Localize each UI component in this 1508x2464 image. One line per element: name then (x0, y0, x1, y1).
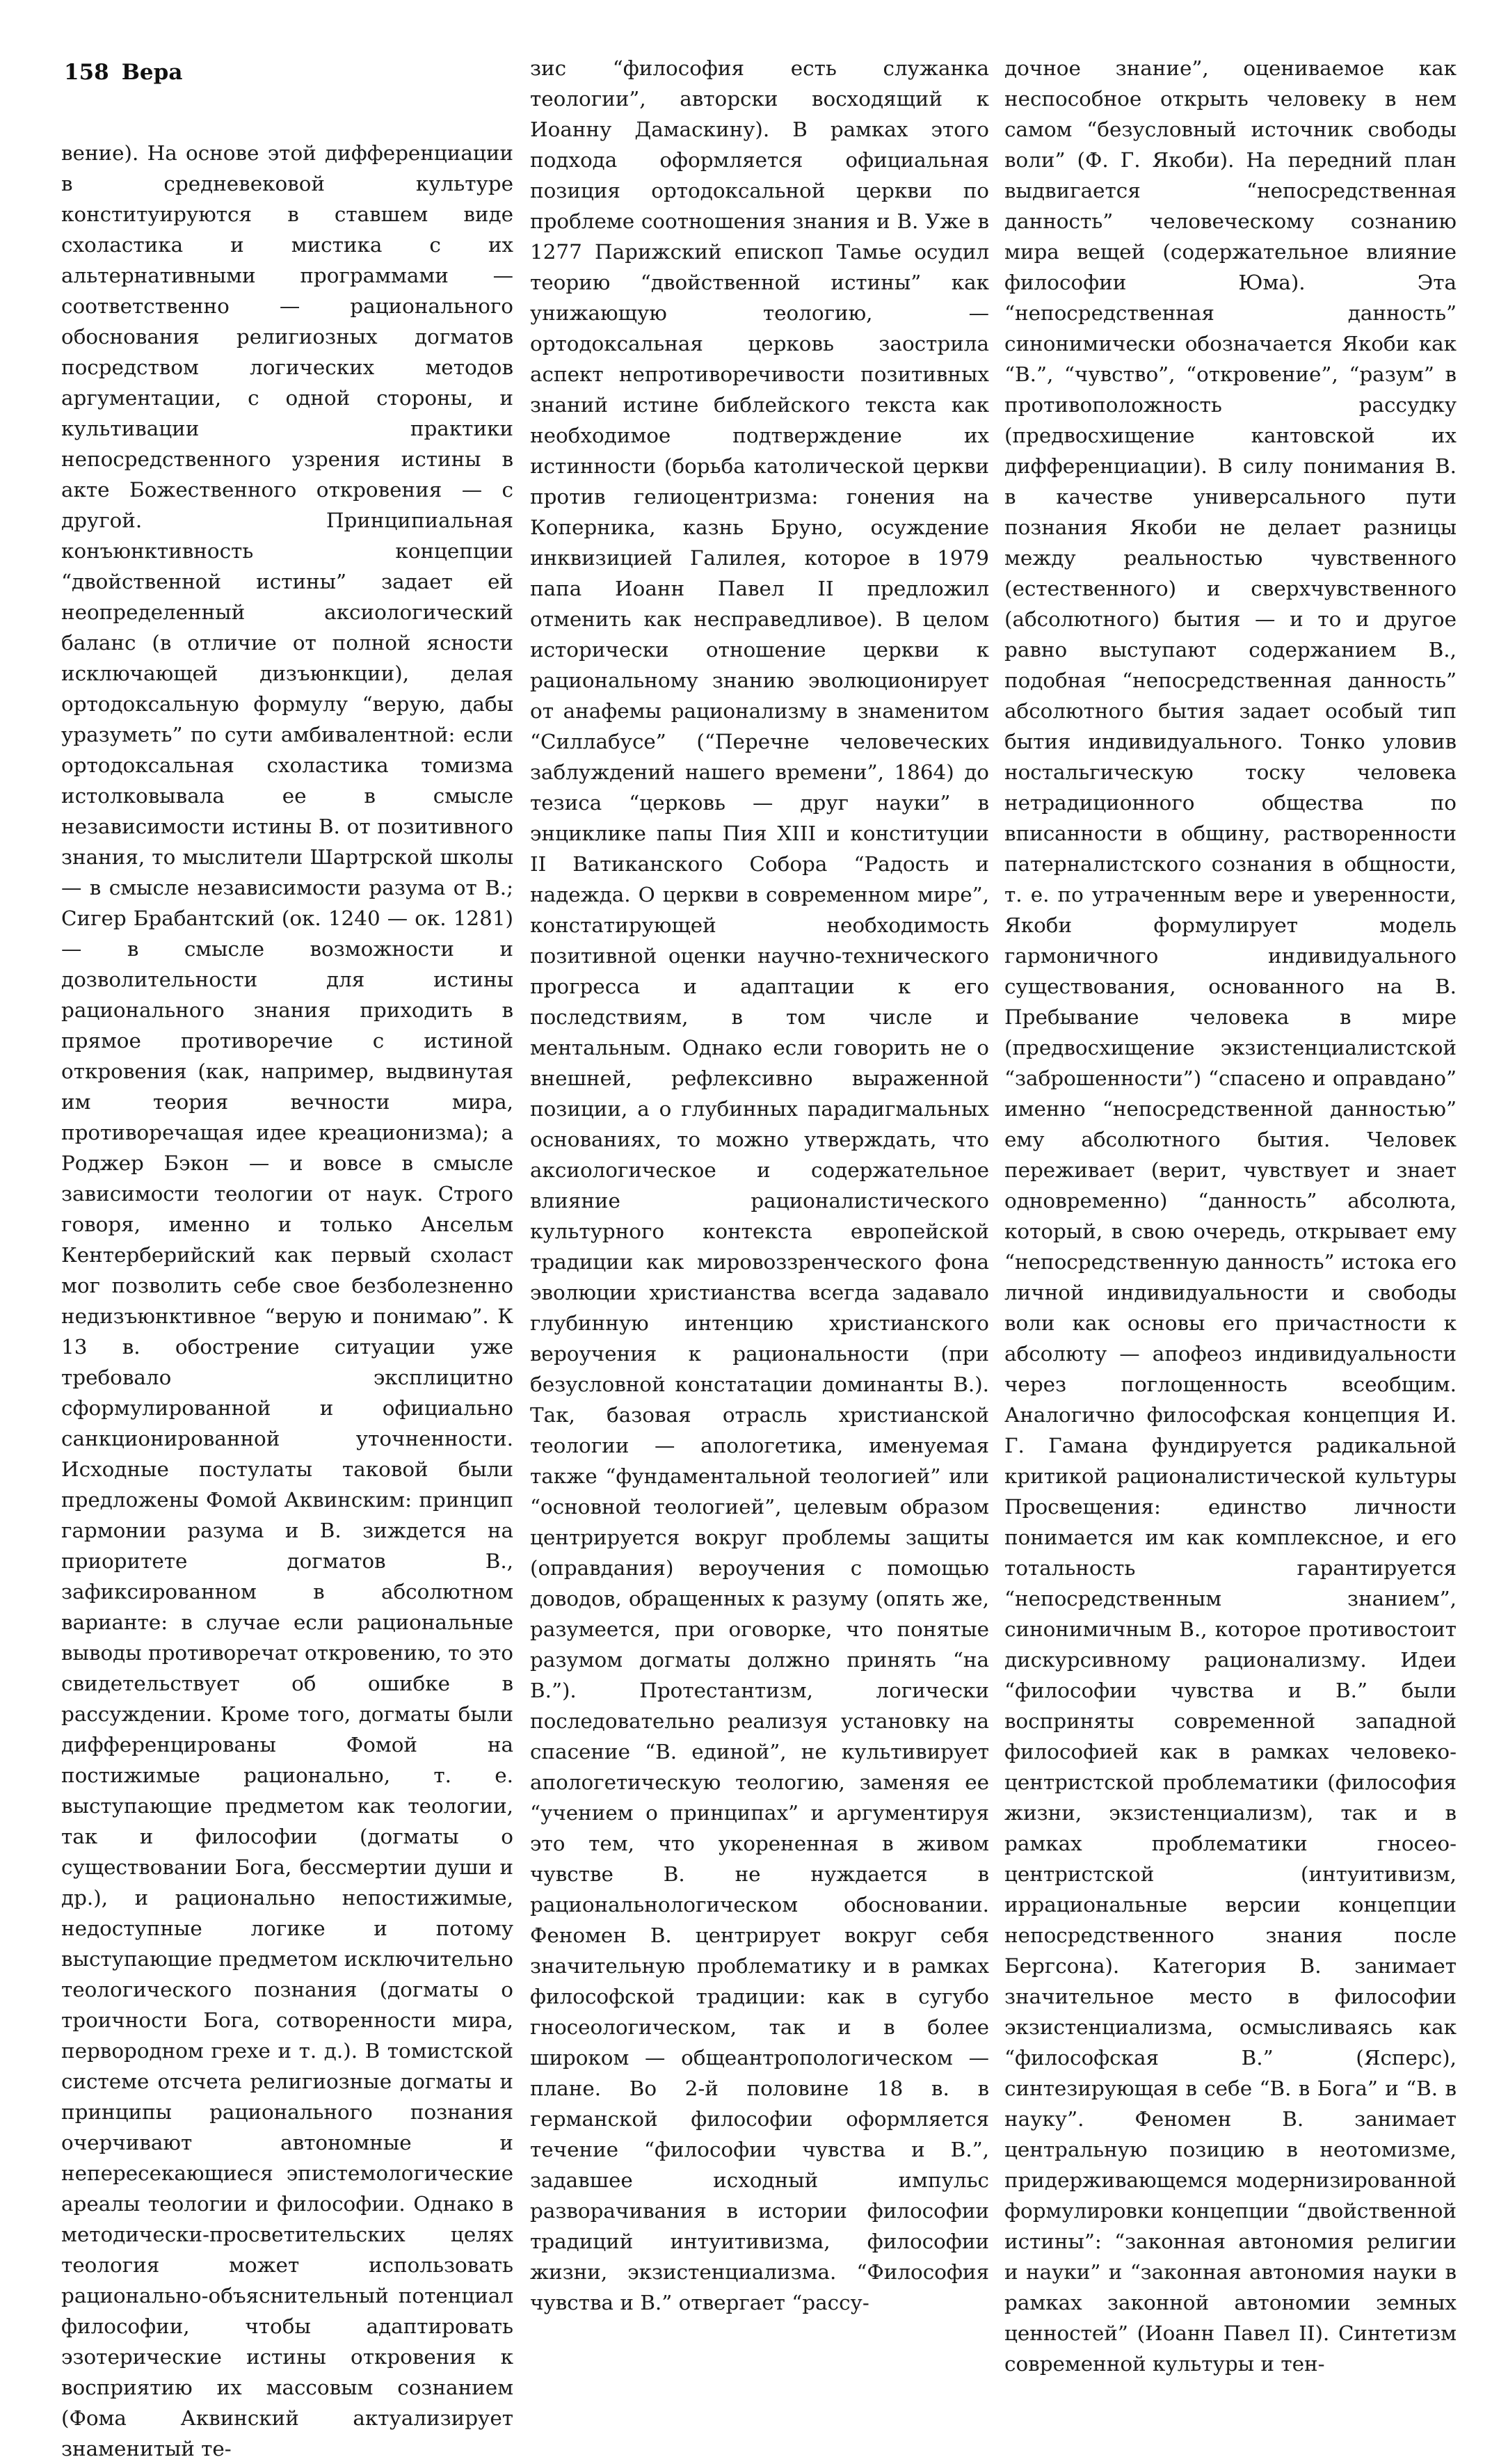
text-column-middle (530, 53, 989, 2318)
column-text: дочное знание”, оцениваемое как неспособное открыть человеку в нем самом “безусловный источник свободы воли” (Ф. Г. Якоби). На передний план выдвигается “непосредственная данность” человеческому сознанию мира вещей (содержательное влияние философии Юма). Эта “непосредственная данность” синонимически обозначается Якоби как “В.”, “чувство”, “откровение”, “разум” в противоположность рассудку (предвосхищение кантовской их дифференциации). В силу понимания В. в качестве универсального пути познания Якоби не делает разницы между реальностью чувственного (естественного) и сверхчувственного (абсолютного) бытия — и то и другое равно выступают содержанием В., подобная “непосредственная данность” абсолютного бытия задает особый тип бытия индивидуального. Тонко уловив ностальгическую тоску человека нетрадиционного общества по вписанности в общину, растворенности патерналистского сознания в общности, т. е. по утраченным вере и уверенности, Якоби формулирует модель гармоничного индивидуального существования, основанного на В. Пребывание человека в мире (предвосхищение экзистенциалистской “заброшенности”) “спасено и оправдано” именно “непосредственной данностью” ему абсолютного бытия. Человек переживает (верит, чувствует и знает одновременно) “данность” абсолюта, который, в свою очередь, открывает ему “непосредственную данность” истока его личной индивидуальности и свободы воли как основы его причастности к абсолюту — апофеоз индивидуальности через поглощенность всеобщим. Аналогично философская концепция И. Г. Гамана фундируется радикальной критикой рационалистической культуры Просвещения: единство личности понимается им как комплексное, и его тотальность гарантируется “непосредственным знанием”, синонимичным В., которое противостоит дискурсивному рационализму. Идеи “философии чувства и В.” были восприняты современной западной философией как в рамках человеко-центристской проблематики (философия жизни, экзистенциализм), так и в рамках проблематики гносео-центристской (интуитивизм, иррациональные версии концепции непосредственного знания после Бергсона). Категория В. занимает значительное место в философии экзистенциализма, осмысливаясь как “философская В.” (Ясперс), синтезирующая в себе “В. в Бога” и “В. в науку”. Феномен В. занимает центральную позицию в неотомизме, придерживающемся модернизированной формулировки концепции “двойственной истины”: “законная автономия религии и науки” и “законная автономия науки в рамках законной автономии земных ценностей” (Иоанн Павел II). Синтетизм современной культуры и тен- (1004, 56, 1457, 2376)
column-text: вение). На основе этой дифференциации в средневековой культуре конституируются в ставшем виде схоластика и мистика с их альтернативными программами — соответственно — рационального обоснования религиозных догматов посредством логических методов аргументации, с одной стороны, и культивации практики непосредственного узрения истины в акте Божественного откровения — с другой. Принципиальная конъюнктивность концепции “двойственной истины” задает ей неопределенный аксиологический баланс (в отличие от полной ясности исключающей дизъюнкции), делая ортодоксальную формулу “верую, дабы уразуметь” по сути амбивалентной: если ортодоксальная схоластика томизма истолковывала ее в смысле независимости истины В. от позитивного знания, то мыслители Шартрской школы — в смысле независимости разума от В.; Сигер Брабантский (ок. 1240 — ок. 1281) — в смысле возможности и дозволительности для истины рационального знания приходить в прямое противоречие с истиной откровения (как, например, выдвинутая им теория вечности мира, противоречащая идее креационизма); а Роджер Бэкон — и вовсе в смысле зависимости теологии от наук. Строго говоря, именно и только Ансельм Кентерберийский как первый схоласт мог позволить себе свое безболезненно недизъюнктивное “верую и понимаю”. К 13 в. обострение ситуации уже требовало эксплицитно сформулированной и официально санкционированной уточненности. Исходные постулаты таковой были предложены Фомой Аквинским: принцип гармонии разума и В. зиждется на приоритете догматов В., зафиксированном в абсолютном варианте: в случае если рациональные выводы противоречат откровению, то это свидетельствует об ошибке в рассуждении. Кроме того, догматы были дифференцированы Фомой на постижимые рационально, т. е. выступающие предметом как теологии, так и философии (догматы о существовании Бога, бессмертии души и др.), и рационально непостижимые, недоступные логике и потому выступающие предметом исключительно теологического познания (догматы о троичности Бога, сотворенности мира, первородном грехе и т. д.). В томистской системе отсчета религиозные догматы и принципы рационального познания очерчивают автономные и непересекающиеся эпистемологические ареалы теологии и философии. Однако в методически-просветительских целях теология может использовать рационально-объяснительный потенциал философии, чтобы адаптировать эзотерические истины откровения к восприятию их массовым сознанием (Фома Аквинский актуализирует знаменитый те- (61, 141, 513, 2461)
text-column-left (61, 138, 513, 2464)
column-text: зис “философия есть служанка теологии”, авторски восходящий к Иоанну Дамаскину). В рамках этого подхода оформляется официальная позиция ортодоксальной церкви по проблеме соотношения знания и В. Уже в 1277 Парижский епископ Тамье осудил теорию “двойственной истины” как унижающую теологию, — ортодоксальная церковь заострила аспект непротиворечивости позитивных знаний истине библейского текста как необходимое подтверждение их истинности (борьба католической церкви против гелиоцентризма: гонения на Коперника, казнь Бруно, осуждение инквизицией Галилея, которое в 1979 папа Иоанн Павел II предложил отменить как несправедливое). В целом исторически отношение церкви к рациональному знанию эволюционирует от анафемы рационализму в знаменитом “Силлабусе” (“Перечне человеческих заблуждений нашего времени”, 1864) до тезиса “церковь — друг науки” в энциклике папы Пия XIII и конституции II Ватиканского Собора “Радость и надежда. О церкви в современном мире”, констатирующей необходимость позитивной оценки научно-технического прогресса и адаптации к его последствиям, в том числе и ментальным. Однако если говорить не о внешней, рефлексивно выраженной позиции, а о глубинных парадигмальных основаниях, то можно утверждать, что аксиологическое и содержательное влияние рационалистического культурного контекста европейской традиции как мировоззренческого фона эволюции христианства всегда задавало глубинную интенцию христианского вероучения к рациональности (при безусловной констатации доминанты В.). Так, базовая отрасль христианской теологии — апологетика, именуемая также “фундаментальной теологией” или “основной теологией”, целевым образом центрируется вокруг проблемы защиты (оправдания) вероучения с помощью доводов, обращенных к разуму (опять же, разумеется, при оговорке, что понятые разумом догматы должно принять “на В.”). Протестантизм, логически последовательно реализуя установку на спасение “В. единой”, не культивирует апологетическую теологию, заменяя ее “учением о принципах” и аргументируя это тем, что укорененная в живом чувстве В. не нуждается в рациональнологическом обосновании. Феномен В. центрирует вокруг себя значительную проблематику и в рамках философской традиции: как в сугубо гносеологическом, так и в более широком — общеантропологическом — плане. Во 2-й половине 18 в. в германской философии оформляется течение “философии чувства и В.”, задавшее исходный импульс разворачивания в истории философии традиций интуитивизма, философии жизни, экзистенциализма. “Философия чувства и В.” отвергает “рассу- (530, 56, 989, 2314)
page-number: 158 (64, 60, 109, 85)
running-title: Вера (121, 60, 183, 85)
page-header (64, 60, 182, 95)
text-column-right (1004, 53, 1457, 2379)
